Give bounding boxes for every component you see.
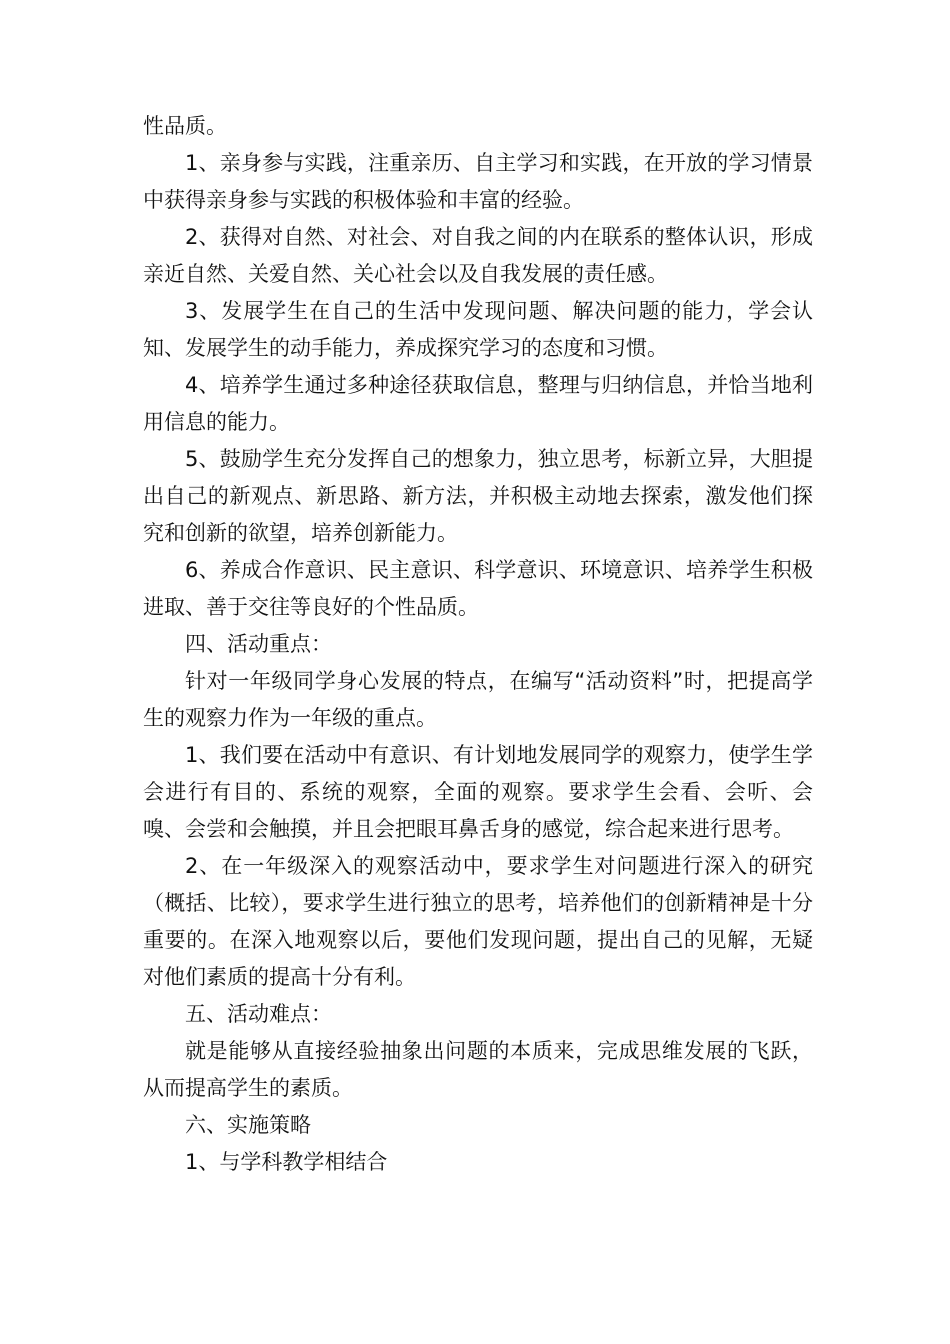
paragraph: 1、与学科教学相结合 [185,1150,388,1174]
paragraph: 四、活动重点： [185,632,332,656]
paragraph: 4、培养学生通过多种途径获取信息，整理与归纳信息，并恰当地利用信息的能力。 [143,373,813,434]
paragraph: 2、获得对自然、对社会、对自我之间的内在联系的整体认识，形成亲近自然、关爱自然、关心社会以及自我发展的责任感。 [143,225,813,286]
paragraph: 性品质。 [143,114,227,138]
paragraph: 1、亲身参与实践，注重亲历、自主学习和实践，在开放的学习情景中获得亲身参与实践的积极体验和丰富的经验。 [143,151,813,212]
document-body [143,108,813,1181]
paragraph: 6、养成合作意识、民主意识、科学意识、环境意识、培养学生积极进取、善于交往等良好的个性品质。 [143,558,813,619]
paragraph: 1、我们要在活动中有意识、有计划地发展同学的观察力，使学生学会进行有目的、系统的观察，全面的观察。要求学生会看、会听、会嗅、会尝和会触摸，并且会把眼耳鼻舌身的感觉，综合起来进行思考。 [143,743,813,841]
paragraph: 5、鼓励学生充分发挥自己的想象力，独立思考，标新立异，大胆提出自己的新观点、新思路、新方法，并积极主动地去探索，激发他们探究和创新的欲望，培养创新能力。 [143,447,813,545]
paragraph: 五、活动难点： [185,1002,332,1026]
paragraph: 3、发展学生在自己的生活中发现问题、解决问题的能力，学会认知、发展学生的动手能力，养成探究学习的态度和习惯。 [143,299,813,360]
paragraph: 就是能够从直接经验抽象出问题的本质来，完成思维发展的飞跃，从而提高学生的素质。 [143,1039,813,1100]
paragraph: 六、实施策略 [185,1113,311,1137]
paragraph: 针对一年级同学身心发展的特点，在编写“活动资料”时，把提高学生的观察力作为一年级的重点。 [143,669,813,730]
paragraph: 2、在一年级深入的观察活动中，要求学生对问题进行深入的研究（概括、比较），要求学生进行独立的思考，培养他们的创新精神是十分重要的。在深入地观察以后，要他们发现问题，提出自己的见解，无疑对他们素质的提高十分有利。 [143,854,813,989]
